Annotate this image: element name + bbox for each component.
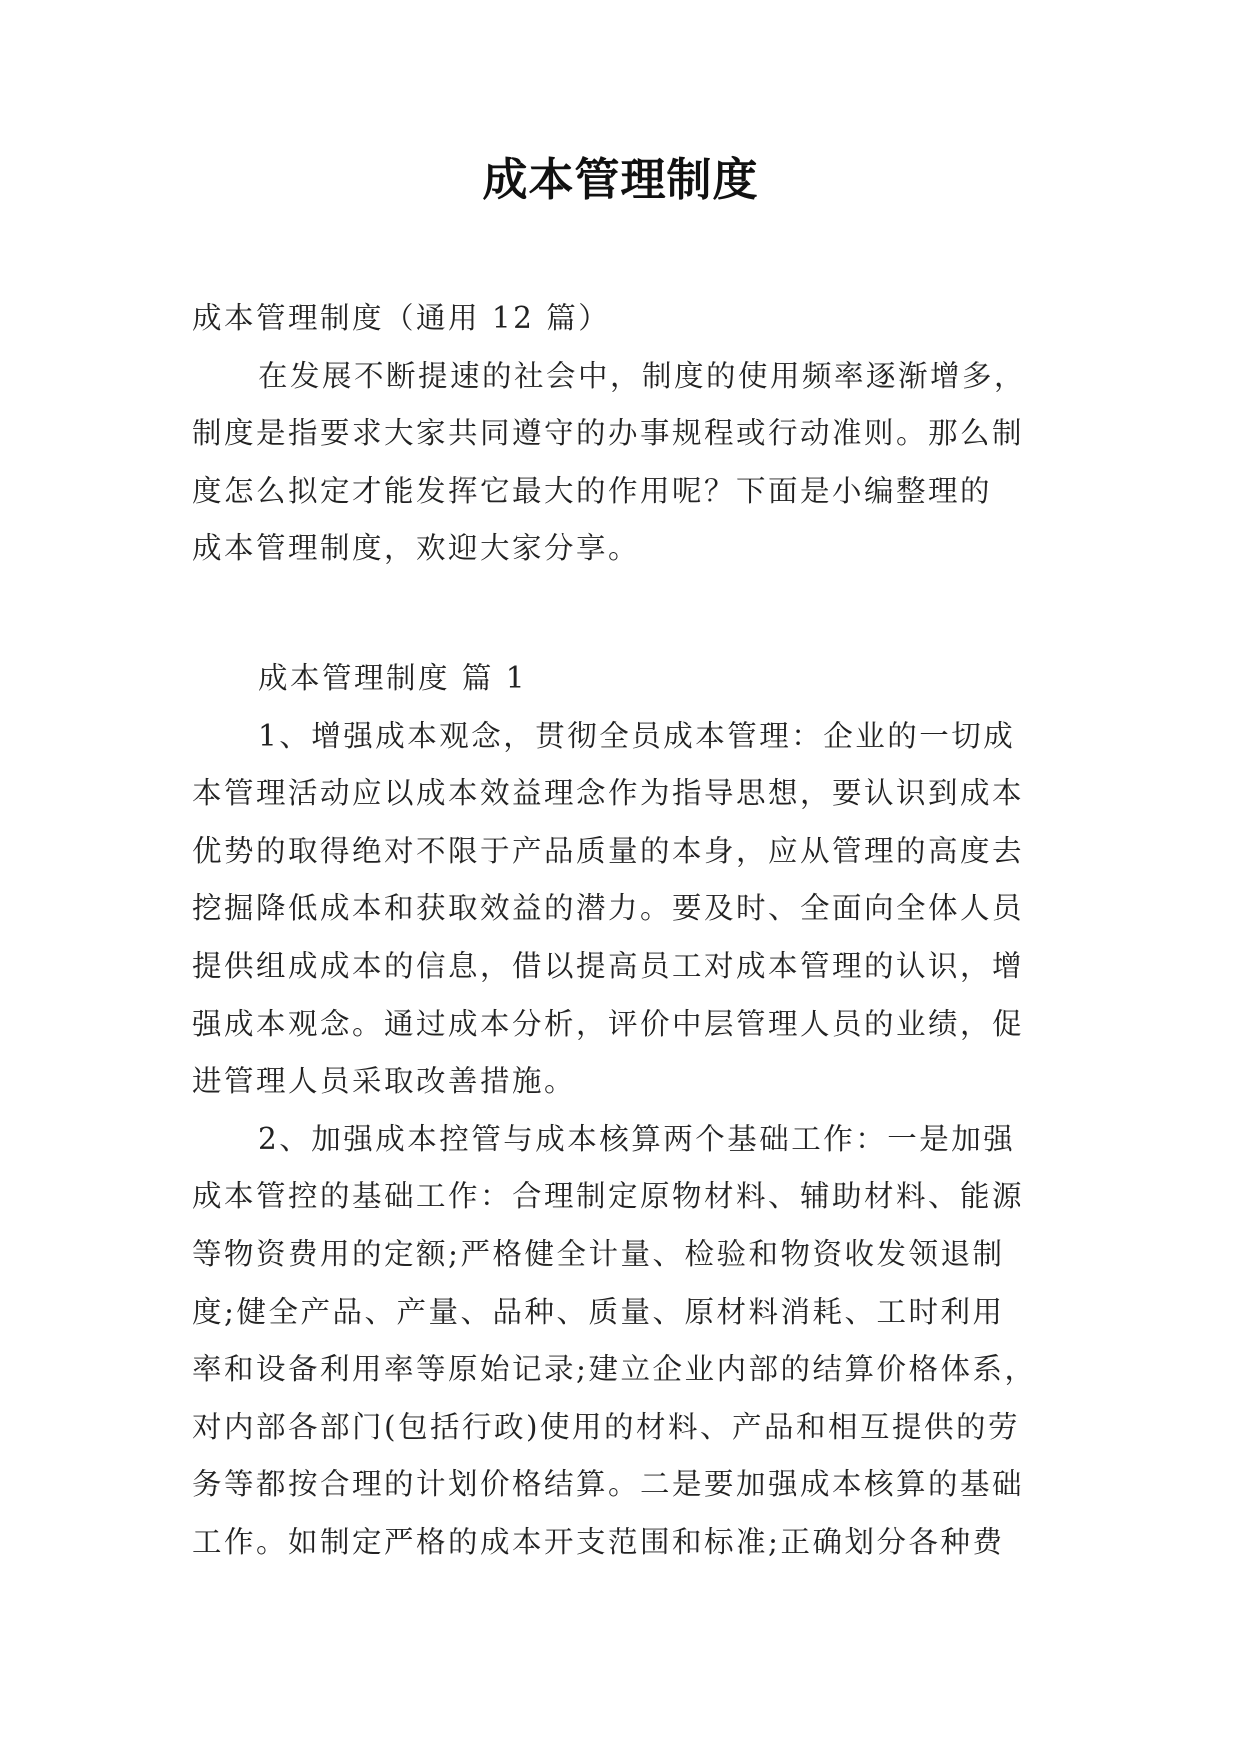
paragraph-line: 1、增强成本观念，贯彻全员成本管理：企业的一切成 [258,718,1016,753]
document-title: 成本管理制度 [482,153,759,206]
intro-line: 在发展不断提速的社会中，制度的使用频率逐渐增多， [258,358,1027,393]
paragraph-line: 率和设备利用率等原始记录;建立企业内部的结算价格体系， [192,1352,1037,1387]
paragraph-line: 提供组成成本的信息，借以提高员工对成本管理的认识，增 [192,948,1025,983]
section-heading: 成本管理制度 篇 1 [258,660,528,695]
paragraph-2 [192,1111,1052,1572]
section-spacer [192,578,1052,650]
document-body [192,290,1052,1571]
paragraph-line: 强成本观念。通过成本分析，评价中层管理人员的业绩，促 [192,1006,1025,1041]
paragraph-line: 挖掘降低成本和获取效益的潜力。要及时、全面向全体人员 [192,891,1025,926]
intro-line: 成本管理制度，欢迎大家分享。 [192,531,641,566]
paragraph-line: 本管理活动应以成本效益理念作为指导思想，要认识到成本 [192,776,1025,811]
paragraph-line: 优势的取得绝对不限于产品质量的本身，应从管理的高度去 [192,833,1025,868]
paragraph-line: 进管理人员采取改善措施。 [192,1064,577,1099]
intro-line: 制度是指要求大家共同遵守的办事规程或行动准则。那么制 [192,416,1025,451]
paragraph-line: 成本管控的基础工作：合理制定原物材料、辅助材料、能源 [192,1179,1025,1214]
document-subtitle: 成本管理制度（通用 12 篇） [192,301,611,335]
paragraph-line: 度;健全产品、产量、品种、质量、原材料消耗、工时利用 [192,1294,1005,1329]
paragraph-line: 工作。如制定严格的成本开支范围和标准;正确划分各种费 [192,1524,1005,1559]
intro-paragraph [192,348,1052,578]
intro-line: 度怎么拟定才能发挥它最大的作用呢？下面是小编整理的 [192,473,993,508]
paragraph-1 [192,708,1052,1111]
paragraph-line: 务等都按合理的计划价格结算。二是要加强成本核算的基础 [192,1467,1025,1502]
paragraph-line: 等物资费用的定额;严格健全计量、检验和物资收发领退制 [192,1236,1005,1271]
paragraph-line: 2、加强成本控管与成本核算两个基础工作：一是加强 [258,1121,1016,1156]
paragraph-line: 对内部各部门(包括行政)使用的材料、产品和相互提供的劳 [192,1409,1021,1444]
